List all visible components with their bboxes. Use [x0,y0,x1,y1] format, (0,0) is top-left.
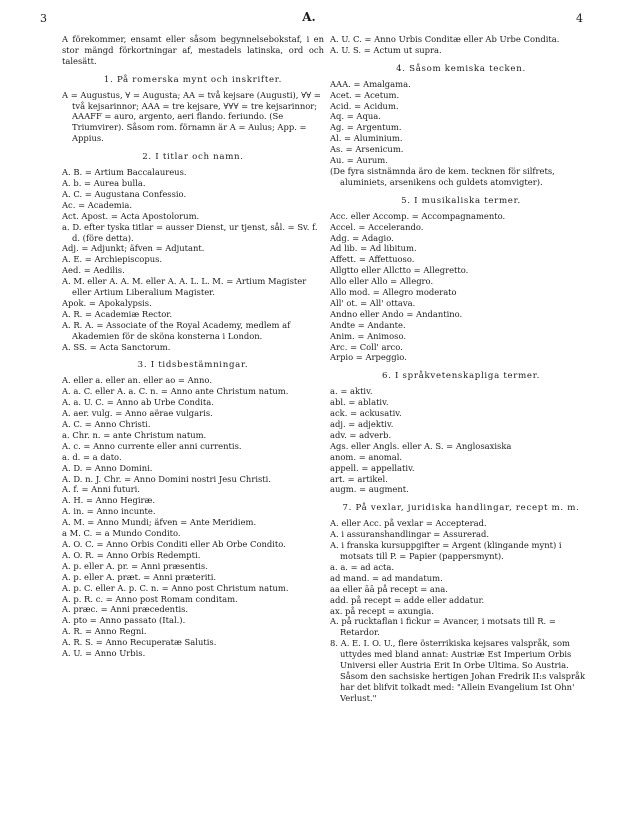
entry-line: a. a. = ad acta. [330,561,395,572]
entry-line: A. på rucktaflan i fickur = Avancer, i motsats till R. = Retardor. [330,616,556,638]
entry-line: All' ot. = All' ottava. [330,297,416,308]
entry-line: Acc. eller Accomp. = Accompagnamento. [330,210,506,221]
entry-line: a. d. = a dato. [62,451,122,462]
entry-line: A. p. R. c. = Anno post Romam conditam. [62,593,238,604]
entry-line: adv. = adverb. [330,429,392,440]
entry-line: ax. på recept = axungia. [330,605,434,616]
entry-line: A. E. = Archiepiscopus. [62,254,163,265]
entry-line: A. aer. vulg. = Anno aërae vulgaris. [62,408,213,419]
page-number-right: 4 [576,12,583,25]
entry-line: A. O. C. = Anno Orbis Conditi eller Ab Orbe Condito. [62,538,286,549]
entry-line: A. eller a. eller an. eller ao = Anno. [62,375,212,386]
entry-line: anom. = anomal. [330,451,403,462]
entry-line: Aq. = Aqua. [330,111,381,122]
entry-line: A. C. = Augustana Confessio. [62,188,187,199]
entry-line: A. U. C. = Anno Urbis Conditæ eller Ab Urbe Condita. [330,34,560,44]
entry-line: A. R. = Anno Regni. [62,626,147,637]
entry-line: Arpio = Arpeggio. [330,352,407,363]
section-heading: 5. I musikaliska termer. [401,195,521,206]
entry-line: a. = aktiv. [330,386,373,397]
section-heading: 7. På vexlar, juridiska handlingar, recept m. m. [342,503,580,514]
entry-line: aa eller āā på recept = ana. [330,583,448,594]
entry-line: Allo eller Allo = Allegro. [330,276,434,287]
entry-line: Ad lib. = Ad libitum. [330,243,417,254]
entry-line: A. M. = Anno Mundi; äfven = Ante Meridiem. [62,517,257,528]
left-column [62,34,324,659]
section-heading: 1. På romerska mynt och inskrifter. [103,74,283,85]
entry-line: Adj. = Adjunkt; äfven = Adjutant. [62,243,205,254]
entry-line: Adg. = Adagio. [330,232,394,243]
entry-line: A. eller Acc. på vexlar = Accepterad. [330,518,487,529]
entry-line: A. D. = Anno Domini. [62,462,153,473]
section-heading: 4. Såsom kemiska tecken. [396,63,526,74]
entry-line: adj. = adjektiv. [330,419,394,429]
entry-line: Ags. eller Angls. eller A. S. = Anglosaxiska [330,440,512,451]
entry-line: A. a. C. eller A. a. C. n. = Anno ante Christum natum. [62,386,289,397]
entry-line: Allo mod. = Allegro moderato [330,287,457,298]
entry-line: A. U. S. = Actum ut supra. [330,44,442,55]
entry-line: A. f. = Anni futuri. [62,484,140,495]
right-column [330,34,592,704]
entry-line: a M. C. = a Mundo Condito. [62,528,181,539]
entry-line: ad mand. = ad mandatum. [330,572,443,583]
entry-line: A. pto = Anno passato (Ital.). [62,615,186,626]
entry-line: Andte = Andante. [330,319,406,330]
entry-line: (De fyra sistnämnda äro de kem. tecknen för silfrets, aluminiets, arsenikens och guldets atomvigter). [330,165,555,187]
entry-line: a. D. efter tyska titlar = ausser Dienst, ur tjenst, sål. = Sv. f. d. (före detta). [62,221,318,243]
entry-line: Arc. = Coll' arco. [330,341,403,352]
entry-line: A. præc. = Anni præcedentis. [62,604,189,615]
entry-line: Act. Apost. = Acta Apostolorum. [62,210,200,221]
entry-line: Acid. = Acidum. [330,100,399,111]
entry-line: A. i franska kursuppgifter = Argent (klingande mynt) i motsats till P. = Papier (pappersmynt). [330,540,562,561]
section-heading: 6. I språkvetenskapliga termer. [382,371,540,382]
entry-line: A = Augustus, ∀ = Augusta; AA = två kejsare (Augusti), ∀∀ = två kejsarinnor; AAA = tre kejsare, ∀∀∀ = tre kejsarinnor; AAAFF = auro, argento, aeri flando. feriundo. (Se Triumvirer). Såsom rom. förnamn är A = Aulus; App. = Appius. [62,89,321,144]
entry-line: A. in. = Anno incunte. [62,506,156,517]
entry-line: A. a. U. C. = Anno ab Urbe Condita. [62,397,214,408]
entry-line: A. p. eller A. præt. = Anni præteriti. [62,571,217,582]
entry-line: augm. = augment. [330,484,409,495]
entry-line: A. i assuranshandlingar = Assurerad. [330,529,489,540]
entry-line: A. O. R. = Anno Orbis Redempti. [62,549,201,560]
entry-line: A. R. A. = Associate of the Royal Academy, medlem af Akademien för de sköna konsterna i London. [62,319,291,341]
running-head: A. [302,10,316,24]
intro-paragraph: A förekommer, ensamt eller såsom begynnelsebokstaf, i en stor mängd förkortningar af, mestadels latinska, ord och talesätt. [62,34,324,66]
entry-line: A. b. = Aurea bulla. [62,177,146,188]
entry-line: art. = artikel. [330,473,388,484]
entry-line: Affett. = Affettuoso. [330,254,415,265]
entry-line: A. p. eller A. pr. = Anni præsentis. [62,560,208,571]
entry-line: Anim. = Animoso. [330,330,407,341]
entry-line: appell. = appellativ. [330,462,415,473]
section-heading: 2. I titlar och namn. [142,152,244,163]
entry-line: Andno eller Ando = Andantino. [330,308,463,319]
entry-line: Allgtto eller Allctto = Allegretto. [330,265,469,276]
entry-line: A. H. = Anno Hegiræ. [62,495,156,506]
entry-line: A. U. = Anno Urbis. [62,648,146,659]
entry-line: A. SS. = Acta Sanctorum. [62,341,171,352]
entry-line: A. R. = Academiæ Rector. [62,308,172,319]
entry-line: AAA. = Amalgama. [330,78,411,89]
left-sections [62,75,324,659]
page-number-left: 3 [40,12,47,25]
entry-line: abl. = ablativ. [330,397,389,408]
entry-line: Au. = Aurum. [330,155,388,166]
entry-line: A. c. = Anno currente eller anni currentis. [62,440,242,451]
right-sections [330,64,592,704]
entry-line: A. R. S. = Anno Recuperatæ Salutis. [62,637,217,648]
entry-line: Ag. = Argentum. [330,122,402,133]
entry-line: Ac. = Academia. [62,199,133,210]
entry-line: Al. = Aluminium. [330,133,403,144]
right-lead-entries [330,34,592,56]
entry-line: ack. = ackusativ. [330,408,402,419]
entry-line: A. B. = Artium Baccalaureus. [62,167,187,178]
entry-line: As. = Arsenicum. [330,144,404,155]
entry-line: Accel. = Accelerando. [330,221,424,232]
entry-line: Apok. = Apokalypsis. [62,297,152,308]
entry-line: A. D. n. J. Chr. = Anno Domini nostri Jesu Christi. [62,473,271,484]
entry-line: add. på recept = adde eller addatur. [330,594,485,605]
entry-line: a. Chr. n. = ante Christum natum. [62,429,207,440]
entry-line: Acet. = Acetum. [330,89,400,100]
entry-line: A. M. eller A. A. M. eller A. A. L. L. M. = Artium Magister eller Artium Liberalium Magister. [62,276,307,298]
section-heading: 3. I tidsbestämningar. [137,360,249,371]
entry-line: 8. A. E. I. O. U., flere österrikiska kejsares valspråk, som uttydes med bland annat: Austriæ Est Imperium Orbis Universi eller Austria Erit In Orbe Ultima. So Austria. Såsom den sachsiske hertigen Johan Fredrik II:s valspråk har det blifvit tolkadt med: "Allein Evangelium Ist Ohn' Verlust." [330,638,586,703]
entry-line: A. p. C. eller A. p. C. n. = Anno post Christum natum. [62,582,289,593]
entry-line: Aed. = Aedilis. [62,265,125,276]
entry-line: A. C. = Anno Christi. [62,419,151,429]
